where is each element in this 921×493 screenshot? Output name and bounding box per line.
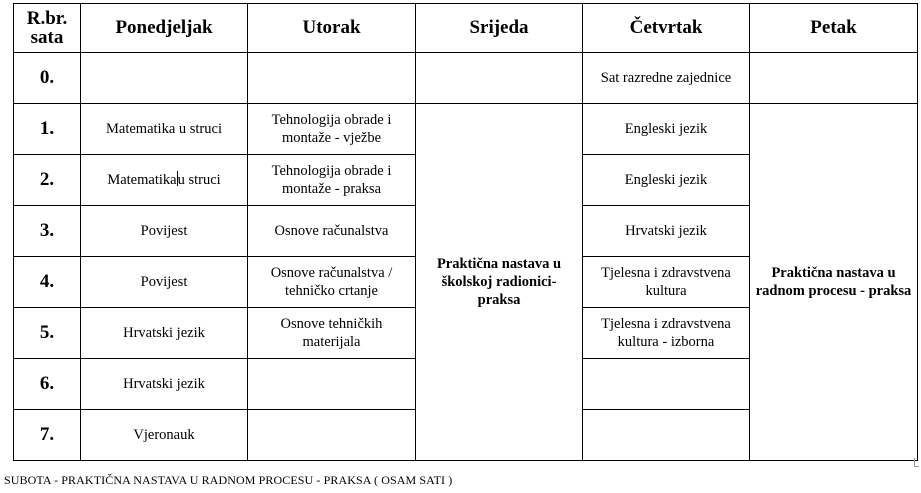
cell-friday: [750, 53, 918, 104]
cell-thursday: [583, 410, 750, 461]
cell-thursday: Sat razredne zajednice: [583, 53, 750, 104]
lesson-number: 1.: [14, 104, 81, 155]
cell-monday: Hrvatski jezik: [81, 359, 248, 410]
cell-thursday: Tjelesna i zdravstvena kultura - izborna: [583, 308, 750, 359]
header-wednesday: Srijeda: [416, 4, 583, 53]
cell-thursday: Hrvatski jezik: [583, 206, 750, 257]
cell-tuesday: Osnove tehničkih materijala: [248, 308, 416, 359]
cell-tuesday: Tehnologija obrade i montaže - praksa: [248, 155, 416, 206]
footer-note: SUBOTA - PRAKTIČNA NASTAVA U RADNOM PROCESU - PRAKSA ( OSAM SATI ): [4, 473, 453, 487]
cell-thursday: Tjelesna i zdravstvena kultura: [583, 257, 750, 308]
cell-tuesday: Osnove računalstva: [248, 206, 416, 257]
lesson-number: 4.: [14, 257, 81, 308]
cell-monday: Povijest: [81, 206, 248, 257]
lesson-number: 2.: [14, 155, 81, 206]
cell-tuesday: [248, 359, 416, 410]
cell-monday: [81, 155, 248, 206]
header-monday: Ponedjeljak: [81, 4, 248, 53]
lesson-number: 7.: [14, 410, 81, 461]
lesson-number: 0.: [14, 53, 81, 104]
cell-thursday: Engleski jezik: [583, 155, 750, 206]
cell-wednesday: [416, 53, 583, 104]
schedule-table: [13, 3, 918, 461]
table-row: [14, 53, 918, 104]
cell-monday: Matematika u struci: [81, 104, 248, 155]
cell-tuesday: [248, 410, 416, 461]
header-thursday: Četvrtak: [583, 4, 750, 53]
cell-text-part: Matematika: [107, 172, 177, 188]
table-row: [14, 104, 918, 155]
cell-friday-practice: Praktična nastava u radnom procesu - praksa: [750, 104, 918, 461]
lesson-number: 6.: [14, 359, 81, 410]
cell-thursday: [583, 359, 750, 410]
cell-wednesday-practice: Praktična nastava u školskoj radionici- praksa: [416, 104, 583, 461]
cell-thursday: Engleski jezik: [583, 104, 750, 155]
lesson-number: 3.: [14, 206, 81, 257]
cell-monday: Vjeronauk: [81, 410, 248, 461]
lesson-number: 5.: [14, 308, 81, 359]
cell-text-part: u struci: [177, 172, 221, 188]
cell-tuesday: Tehnologija obrade i montaže - vježbe: [248, 104, 416, 155]
cell-tuesday: [248, 53, 416, 104]
header-row: [14, 4, 918, 53]
cell-monday: [81, 53, 248, 104]
cell-monday: Povijest: [81, 257, 248, 308]
cell-end-mark: [914, 458, 919, 467]
header-lesson-number: R.br. sata: [14, 4, 81, 53]
header-tuesday: Utorak: [248, 4, 416, 53]
cell-monday: Hrvatski jezik: [81, 308, 248, 359]
cell-tuesday: Osnove računalstva / tehničko crtanje: [248, 257, 416, 308]
header-friday: Petak: [750, 4, 918, 53]
